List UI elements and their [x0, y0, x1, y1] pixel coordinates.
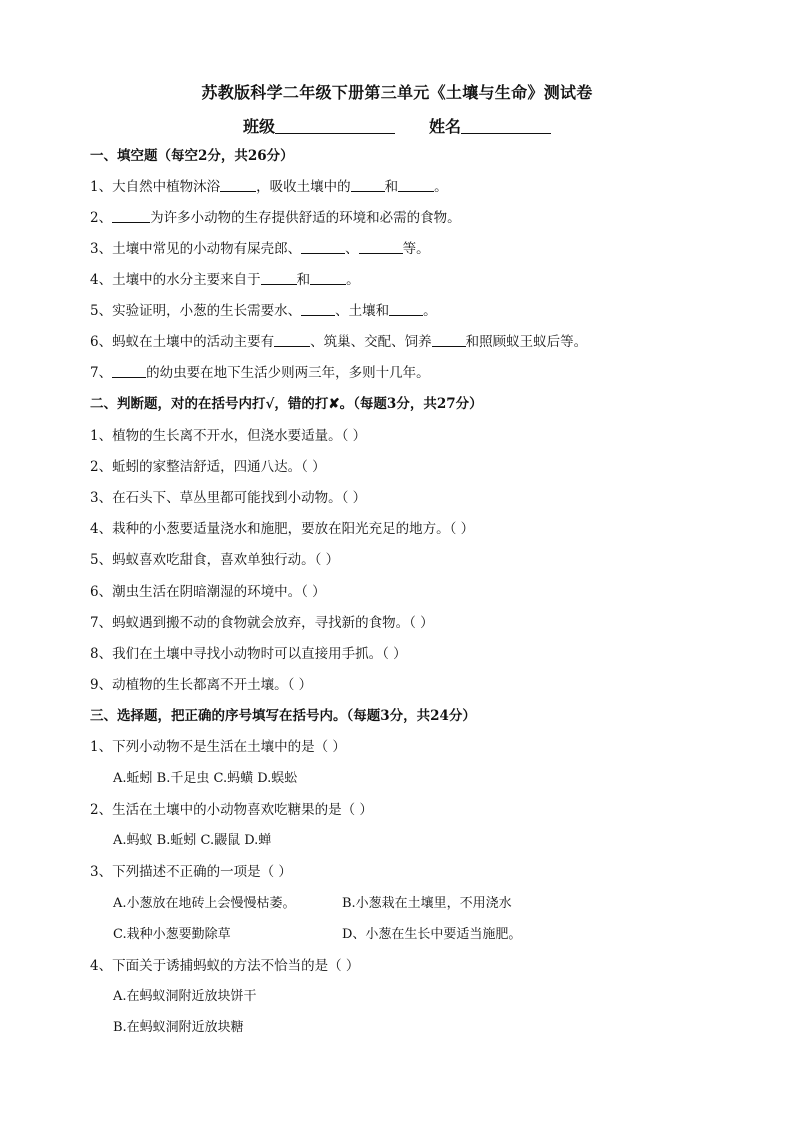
section-2-heading: 二、判断题，对的在括号内打√，错的打✘。（每题3分，共27分） — [90, 396, 483, 412]
fill-question-2 — [90, 209, 461, 227]
text: 。 — [434, 179, 448, 195]
text: 。 — [346, 272, 360, 288]
text: 为许多小动物的生存提供舒适的环境和必需的食物。 — [150, 210, 461, 226]
text: 、土壤和 — [335, 303, 390, 319]
class-label: 班级 — [242, 117, 275, 136]
name-label: 姓名 — [429, 117, 462, 136]
student-info — [0, 114, 794, 137]
fill-question-7 — [90, 364, 430, 382]
choice-question-1: 1、下列小动物不是生活在土壤中的是（ ） — [90, 739, 346, 755]
answer-blank[interactable] — [301, 303, 335, 316]
answer-blank[interactable] — [359, 241, 403, 254]
text: 的幼虫要在地下生活少则两三年，多则十几年。 — [146, 365, 430, 381]
answer-blank[interactable] — [261, 272, 297, 285]
answer-blank[interactable] — [398, 179, 434, 192]
class-blank[interactable] — [275, 117, 395, 134]
text: 5、实验证明，小葱的生长需要水、 — [90, 303, 302, 319]
judge-question: 3、在石头下、草丛里都可能找到小动物。（ ） — [90, 490, 367, 506]
text: 2、 — [90, 210, 113, 226]
choice-question-2: 2、生活在土壤中的小动物喜欢吃糖果的是（ ） — [90, 802, 373, 818]
answer-blank[interactable] — [301, 241, 345, 254]
answer-blank[interactable] — [351, 179, 385, 192]
judge-question: 4、栽种的小葱要适量浇水和施肥，要放在阳光充足的地方。（ ） — [90, 521, 475, 537]
judge-question: 1、植物的生长离不开水，但浇水要适量。（ ） — [90, 428, 367, 444]
text: 6、蚂蚁在土壤中的活动主要有 — [90, 334, 275, 350]
answer-blank[interactable] — [310, 272, 346, 285]
fill-question-4 — [90, 271, 360, 289]
text: 和照顾蚁王蚁后等。 — [465, 334, 588, 350]
page-title: 苏教版科学二年级下册第三单元《土壤与生命》测试卷 — [201, 83, 593, 102]
judge-question: 6、潮虫生活在阴暗潮湿的环境中。（ ） — [90, 584, 326, 600]
fill-question-6 — [90, 333, 587, 351]
section-3-heading: 三、选择题，把正确的序号填写在括号内。（每题3分，共24分） — [90, 708, 476, 724]
fill-question-3 — [90, 240, 430, 258]
judge-question: 9、动植物的生长都离不开土壤。（ ） — [90, 677, 313, 693]
fill-question-5 — [90, 302, 437, 320]
text: 7、 — [90, 365, 113, 381]
text: 、 — [345, 241, 359, 257]
judge-question: 5、蚂蚁喜欢吃甜食，喜欢单独行动。（ ） — [90, 552, 340, 568]
text: 等。 — [402, 241, 430, 257]
name-blank[interactable] — [461, 117, 551, 134]
choice-option-d: D、小葱在生长中要适当施肥。 — [342, 927, 522, 942]
text: 4、土壤中的水分主要来自于 — [90, 272, 261, 288]
choice-option-b: B.在蚂蚁洞附近放块糖 — [113, 1020, 244, 1035]
choice-option-c: C.栽种小葱要勤除草 — [113, 927, 231, 942]
choice-question-4: 4、下面关于诱捕蚂蚁的方法不恰当的是（ ） — [90, 958, 360, 974]
choice-option-a: A.在蚂蚁洞附近放块饼干 — [113, 989, 257, 1004]
choice-options: A.蚯蚓 B.千足虫 C.蚂蟥 D.蜈蚣 — [113, 771, 298, 786]
choice-options: A.蚂蚁 B.蚯蚓 C.鼹鼠 D.蝉 — [113, 833, 272, 848]
text: 和 — [384, 179, 399, 195]
choice-option-b: B.小葱栽在土壤里，不用浇水 — [342, 896, 512, 911]
section-1-heading: 一、填空题（每空2分，共26分） — [90, 148, 294, 164]
judge-question: 2、蚯蚓的家整洁舒适，四通八达。（ ） — [90, 459, 326, 475]
answer-blank[interactable] — [112, 210, 150, 223]
answer-blank[interactable] — [220, 179, 256, 192]
text: 和 — [296, 272, 311, 288]
text: 3、土壤中常见的小动物有屎壳郎、 — [90, 241, 302, 257]
text: ，吸收土壤中的 — [256, 179, 351, 195]
answer-blank[interactable] — [112, 365, 146, 378]
answer-blank[interactable] — [274, 334, 310, 347]
text: 。 — [423, 303, 437, 319]
judge-question: 7、蚂蚁遇到搬不动的食物就会放弃，寻找新的食物。（ ） — [90, 615, 434, 631]
answer-blank[interactable] — [389, 303, 423, 316]
judge-question: 8、我们在土壤中寻找小动物时可以直接用手抓。（ ） — [90, 646, 407, 662]
choice-option-a: A.小葱放在地砖上会慢慢枯萎。 — [113, 896, 296, 911]
choice-question-3: 3、下列描述不正确的一项是（ ） — [90, 864, 292, 880]
answer-blank[interactable] — [432, 334, 466, 347]
text: 、筑巢、交配、饲养 — [310, 334, 432, 350]
fill-question-1 — [90, 178, 448, 196]
text: 1、大自然中植物沐浴 — [90, 179, 221, 195]
